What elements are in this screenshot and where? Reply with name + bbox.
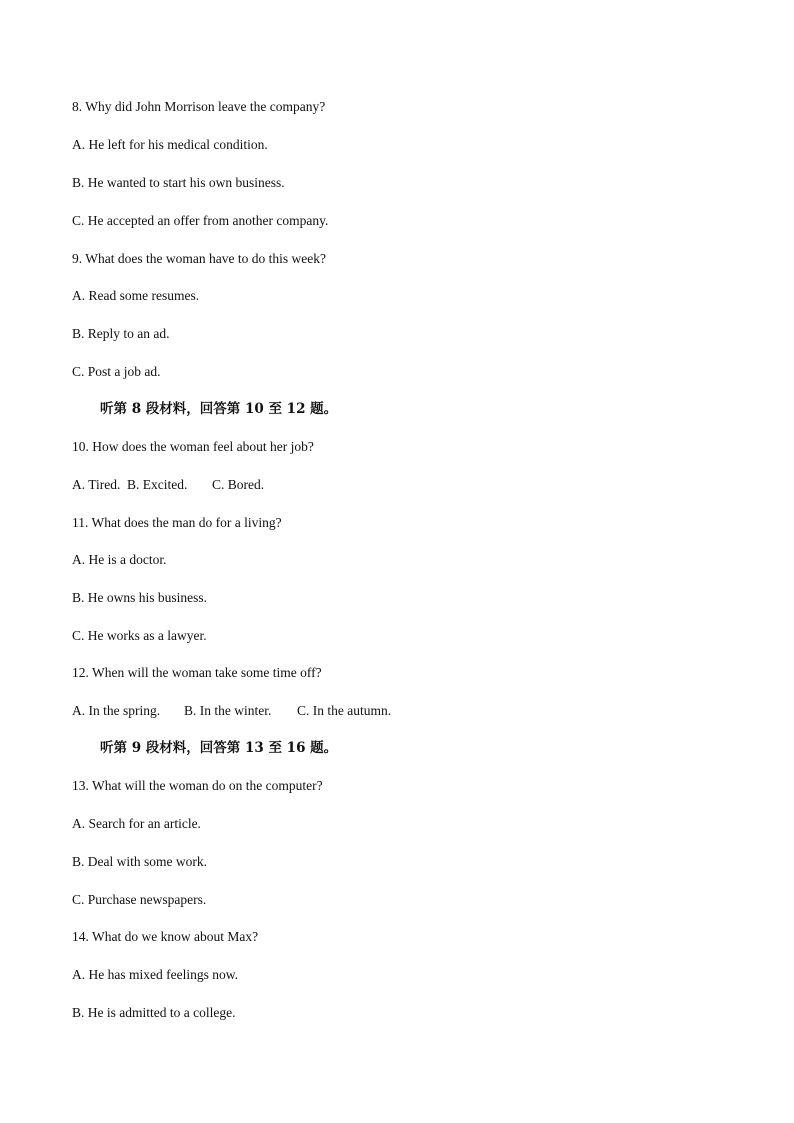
question-11-option-a: A. He is a doctor. <box>72 552 167 567</box>
question-8-option-b: B. He wanted to start his own business. <box>72 175 285 190</box>
question-11-option-b: B. He owns his business. <box>72 590 208 605</box>
question-9-option-a: A. Read some resumes. <box>72 288 200 303</box>
question-10: 10. How does the woman feel about her job? <box>72 439 314 454</box>
question-12: 12. When will the woman take some time off? <box>72 665 322 680</box>
question-8-option-c: C. He accepted an offer from another company. <box>72 213 329 228</box>
question-12-option-a: A. In the spring. <box>72 703 161 718</box>
question-12-option-b: B. In the winter. <box>184 703 272 718</box>
question-10-option-a: A. Tired. <box>72 477 121 492</box>
section-heading-9: 听第 9 段材料，回答第 13 至 16 题。 <box>100 740 338 756</box>
question-14-option-b: B. He is admitted to a college. <box>72 1005 236 1020</box>
question-10-option-c: C. Bored. <box>212 477 265 492</box>
question-13-option-a: A. Search for an article. <box>72 816 201 831</box>
question-13: 13. What will the woman do on the computer? <box>72 778 323 793</box>
section-heading-8: 听第 8 段材料，回答第 10 至 12 题。 <box>100 401 338 417</box>
question-11-option-c: C. He works as a lawyer. <box>72 628 207 643</box>
question-8: 8. Why did John Morrison leave the company? <box>72 99 326 114</box>
question-9: 9. What does the woman have to do this week? <box>72 251 326 266</box>
question-11: 11. What does the man do for a living? <box>72 515 282 530</box>
question-10-option-b: B. Excited. <box>127 477 188 492</box>
question-8-option-a: A. He left for his medical condition. <box>72 137 268 152</box>
question-14-option-a: A. He has mixed feelings now. <box>72 967 238 982</box>
question-14: 14. What do we know about Max? <box>72 929 259 944</box>
question-9-option-b: B. Reply to an ad. <box>72 326 170 341</box>
question-13-option-c: C. Purchase newspapers. <box>72 892 207 907</box>
question-12-option-c: C. In the autumn. <box>297 703 392 718</box>
question-13-option-b: B. Deal with some work. <box>72 854 207 869</box>
question-9-option-c: C. Post a job ad. <box>72 364 161 379</box>
question-12-options <box>72 702 472 720</box>
question-10-options <box>72 476 372 494</box>
